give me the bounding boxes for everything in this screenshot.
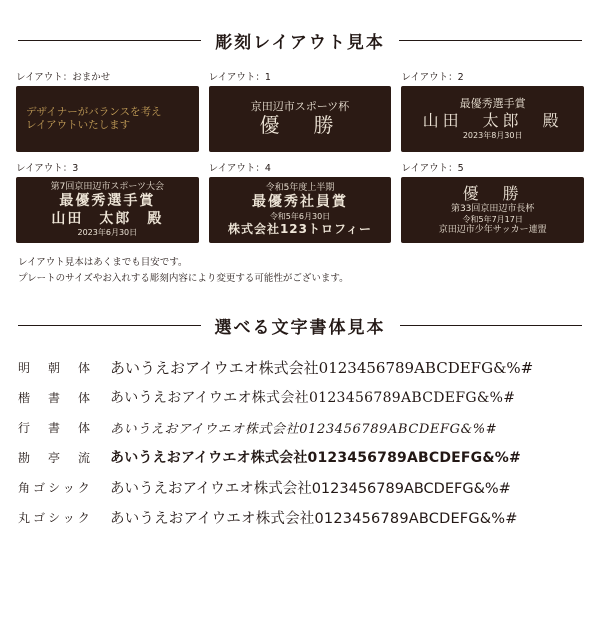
font-name-label: 丸ゴシック: [18, 510, 93, 525]
font-name-label: 明 朝 体: [18, 360, 94, 375]
heading-rule-left: [18, 40, 201, 41]
plate-line: 山田 太郎 殿: [51, 210, 164, 227]
font-sample-text: あいうえおアイウエオ株式会社0123456789ABCDEFG&%#: [110, 510, 518, 527]
layout-section-heading: [0, 28, 600, 53]
plate-line: 令和5年6月30日: [269, 211, 331, 221]
plate-line: 令和5年7月17日: [462, 215, 523, 224]
plate-line: 最優秀選手賞: [59, 193, 156, 210]
engraving-plate: [16, 86, 199, 152]
layout-sample-cell: [209, 160, 392, 243]
plate-line: 優 勝: [462, 183, 523, 203]
font-name-label: 角ゴシック: [18, 480, 93, 495]
layout-sample-label: レイアウト：3: [16, 163, 79, 174]
engraving-plate: [209, 86, 392, 152]
font-sample-list: [0, 338, 600, 532]
heading-rule-left: [18, 325, 201, 326]
plate-line: 京田辺市少年サッカー連盟: [438, 225, 547, 235]
plate-line: 令和5年度上半期: [265, 183, 335, 194]
plate-line: 株式会社123トロフィー: [227, 221, 373, 236]
layout-sample-label: レイアウト：4: [208, 163, 271, 174]
layout-sample-cell: [16, 69, 199, 152]
font-sample-row: [18, 442, 582, 472]
page-root: [0, 28, 600, 628]
layout-sample-cell: [209, 69, 392, 152]
plate-line: 2023年6月30日: [77, 228, 138, 238]
font-section-title: 選べる文字書体見本: [214, 318, 386, 339]
font-sample-text: あいうえおアイウエオ株式会社0123456789ABCDEFG&%#: [110, 480, 511, 497]
plate-line: レイアウトいたします: [26, 119, 131, 131]
note-line: レイアウト見本はあくまでも目安です。: [18, 257, 188, 268]
layout-section-title: 彫刻レイアウト見本: [215, 33, 385, 53]
font-name-label: 楷 書 体: [18, 390, 94, 405]
engraving-plate: [401, 86, 584, 152]
plate-line: 2023年8月30日: [462, 130, 523, 140]
font-name-label: 行 書 体: [18, 420, 94, 435]
plate-line: 京田辺市スポーツ杯: [250, 99, 350, 113]
note-line: プレートのサイズやお入れする彫刻内容により変更する可能性がございます。: [18, 273, 349, 285]
plate-line: 最優秀社員賞: [251, 194, 348, 211]
font-sample-text: あいうえおアイウエオ株式会社0123456789ABCDEFG&%#: [110, 450, 521, 467]
font-sample-text: あいうえおアイウエオ株式会社0123456789ABCDEFG&%#: [110, 358, 534, 377]
engraving-plate: [401, 177, 584, 243]
font-sample-row: [18, 472, 582, 502]
font-sample-text: あいうえおアイウエオ株式会社0123456789ABCDEFG&%#: [110, 390, 516, 407]
font-sample-row: [18, 352, 582, 382]
layout-notes: [0, 243, 600, 287]
plate-line: 優 勝: [259, 113, 341, 138]
layout-sample-cell: [16, 160, 199, 243]
font-sample-row: [18, 502, 582, 532]
plate-line: 山田 太郎 殿: [422, 110, 563, 130]
plate-line: 第7回京田辺市スポーツ大会: [50, 181, 165, 192]
layout-sample-label: レイアウト：おまかせ: [16, 72, 111, 83]
font-name-label: 勘 亭 流: [18, 450, 94, 465]
layout-sample-grid: [0, 69, 600, 243]
font-sample-row: [18, 412, 582, 442]
heading-rule-right: [400, 325, 583, 326]
plate-line: デザイナーがバランスを考え: [26, 105, 162, 118]
font-section-heading: [0, 313, 600, 338]
layout-sample-label: レイアウト：5: [401, 163, 464, 174]
font-sample-row: [18, 382, 582, 412]
heading-rule-right: [399, 40, 582, 41]
font-sample-text: あいうえおアイウエオ株式会社0123456789ABCDEFG&%#: [110, 421, 498, 437]
layout-sample-label: レイアウト：1: [208, 72, 271, 83]
layout-sample-cell: [401, 69, 584, 152]
engraving-plate: [16, 177, 199, 243]
engraving-plate: [209, 177, 392, 243]
plate-line: 最優秀選手賞: [459, 97, 526, 111]
layout-sample-label: レイアウト：2: [401, 72, 464, 83]
plate-line: 第33回京田辺市長杯: [450, 203, 535, 214]
layout-sample-cell: [401, 160, 584, 243]
